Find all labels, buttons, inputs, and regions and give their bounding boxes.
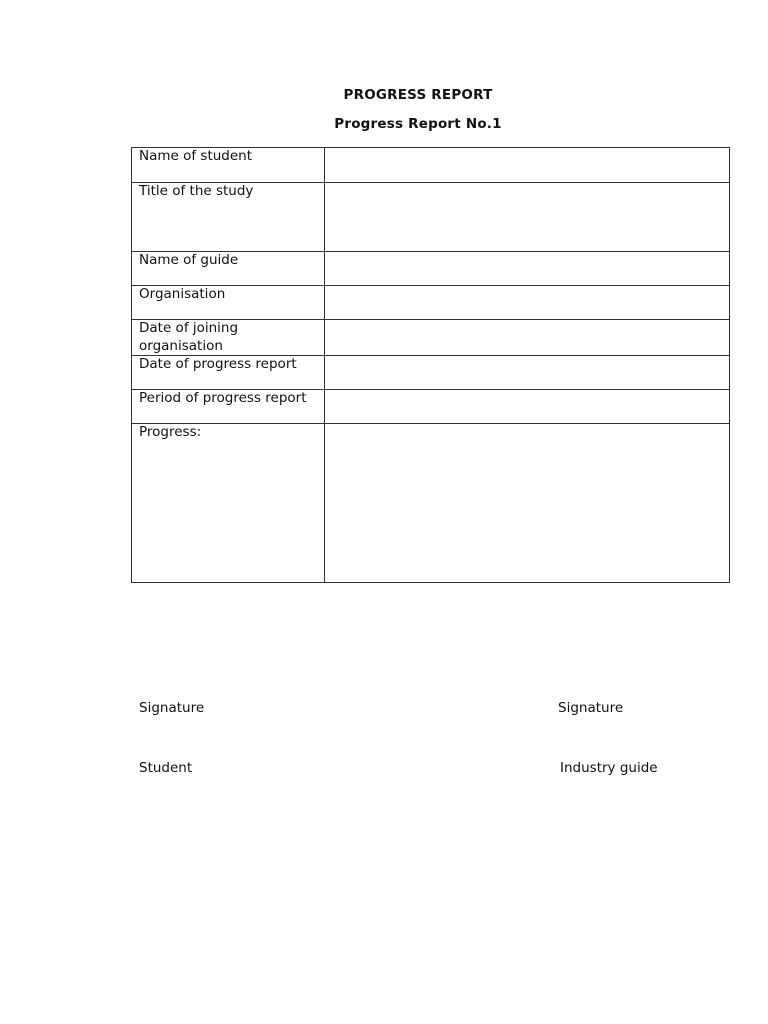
- value-date-of-joining-field[interactable]: [325, 320, 730, 356]
- label-name-of-guide: Name of guide: [139, 252, 239, 268]
- label-organisation-cell: [132, 286, 325, 320]
- label-name-of-student-cell: [132, 148, 325, 183]
- label-period-of-progress-report: Period of progress report: [139, 390, 307, 406]
- label-organisation: Organisation: [139, 286, 226, 302]
- value-title-of-study-field[interactable]: [325, 183, 730, 252]
- label-date-of-progress-report-cell: [132, 356, 325, 390]
- label-progress-cell: [132, 424, 325, 583]
- student-signature-label: Signature: [139, 700, 205, 716]
- value-date-of-progress-report-field[interactable]: [325, 356, 730, 390]
- table-row: [132, 320, 730, 356]
- label-title-of-study: Title of the study: [139, 183, 254, 199]
- industry-guide-role-label: Industry guide: [560, 760, 658, 776]
- table-row: [132, 424, 730, 583]
- document-title: PROGRESS REPORT: [343, 87, 493, 103]
- label-date-of-joining-cell: [132, 320, 325, 356]
- table-row: [132, 148, 730, 183]
- table-row: [132, 356, 730, 390]
- label-progress: Progress:: [139, 424, 202, 440]
- document-subtitle: Progress Report No.1: [334, 116, 502, 132]
- label-date-of-progress-report: Date of progress report: [139, 356, 297, 372]
- student-role-label: Student: [139, 760, 193, 776]
- value-organisation-field[interactable]: [325, 286, 730, 320]
- table-row: [132, 286, 730, 320]
- table-row: [132, 252, 730, 286]
- value-name-of-guide-field[interactable]: [325, 252, 730, 286]
- label-name-of-guide-cell: [132, 252, 325, 286]
- label-title-of-study-cell: [132, 183, 325, 252]
- label-date-of-joining: Date of joining organisation: [139, 320, 239, 354]
- guide-signature-label: Signature: [558, 700, 624, 716]
- label-period-of-progress-report-cell: [132, 390, 325, 424]
- label-name-of-student: Name of student: [139, 148, 253, 164]
- progress-report-table: [131, 147, 730, 583]
- value-progress-field[interactable]: [325, 424, 730, 583]
- table-row: [132, 390, 730, 424]
- table-row: [132, 183, 730, 252]
- value-period-of-progress-report-field[interactable]: [325, 390, 730, 424]
- value-name-of-student-field[interactable]: [325, 148, 730, 183]
